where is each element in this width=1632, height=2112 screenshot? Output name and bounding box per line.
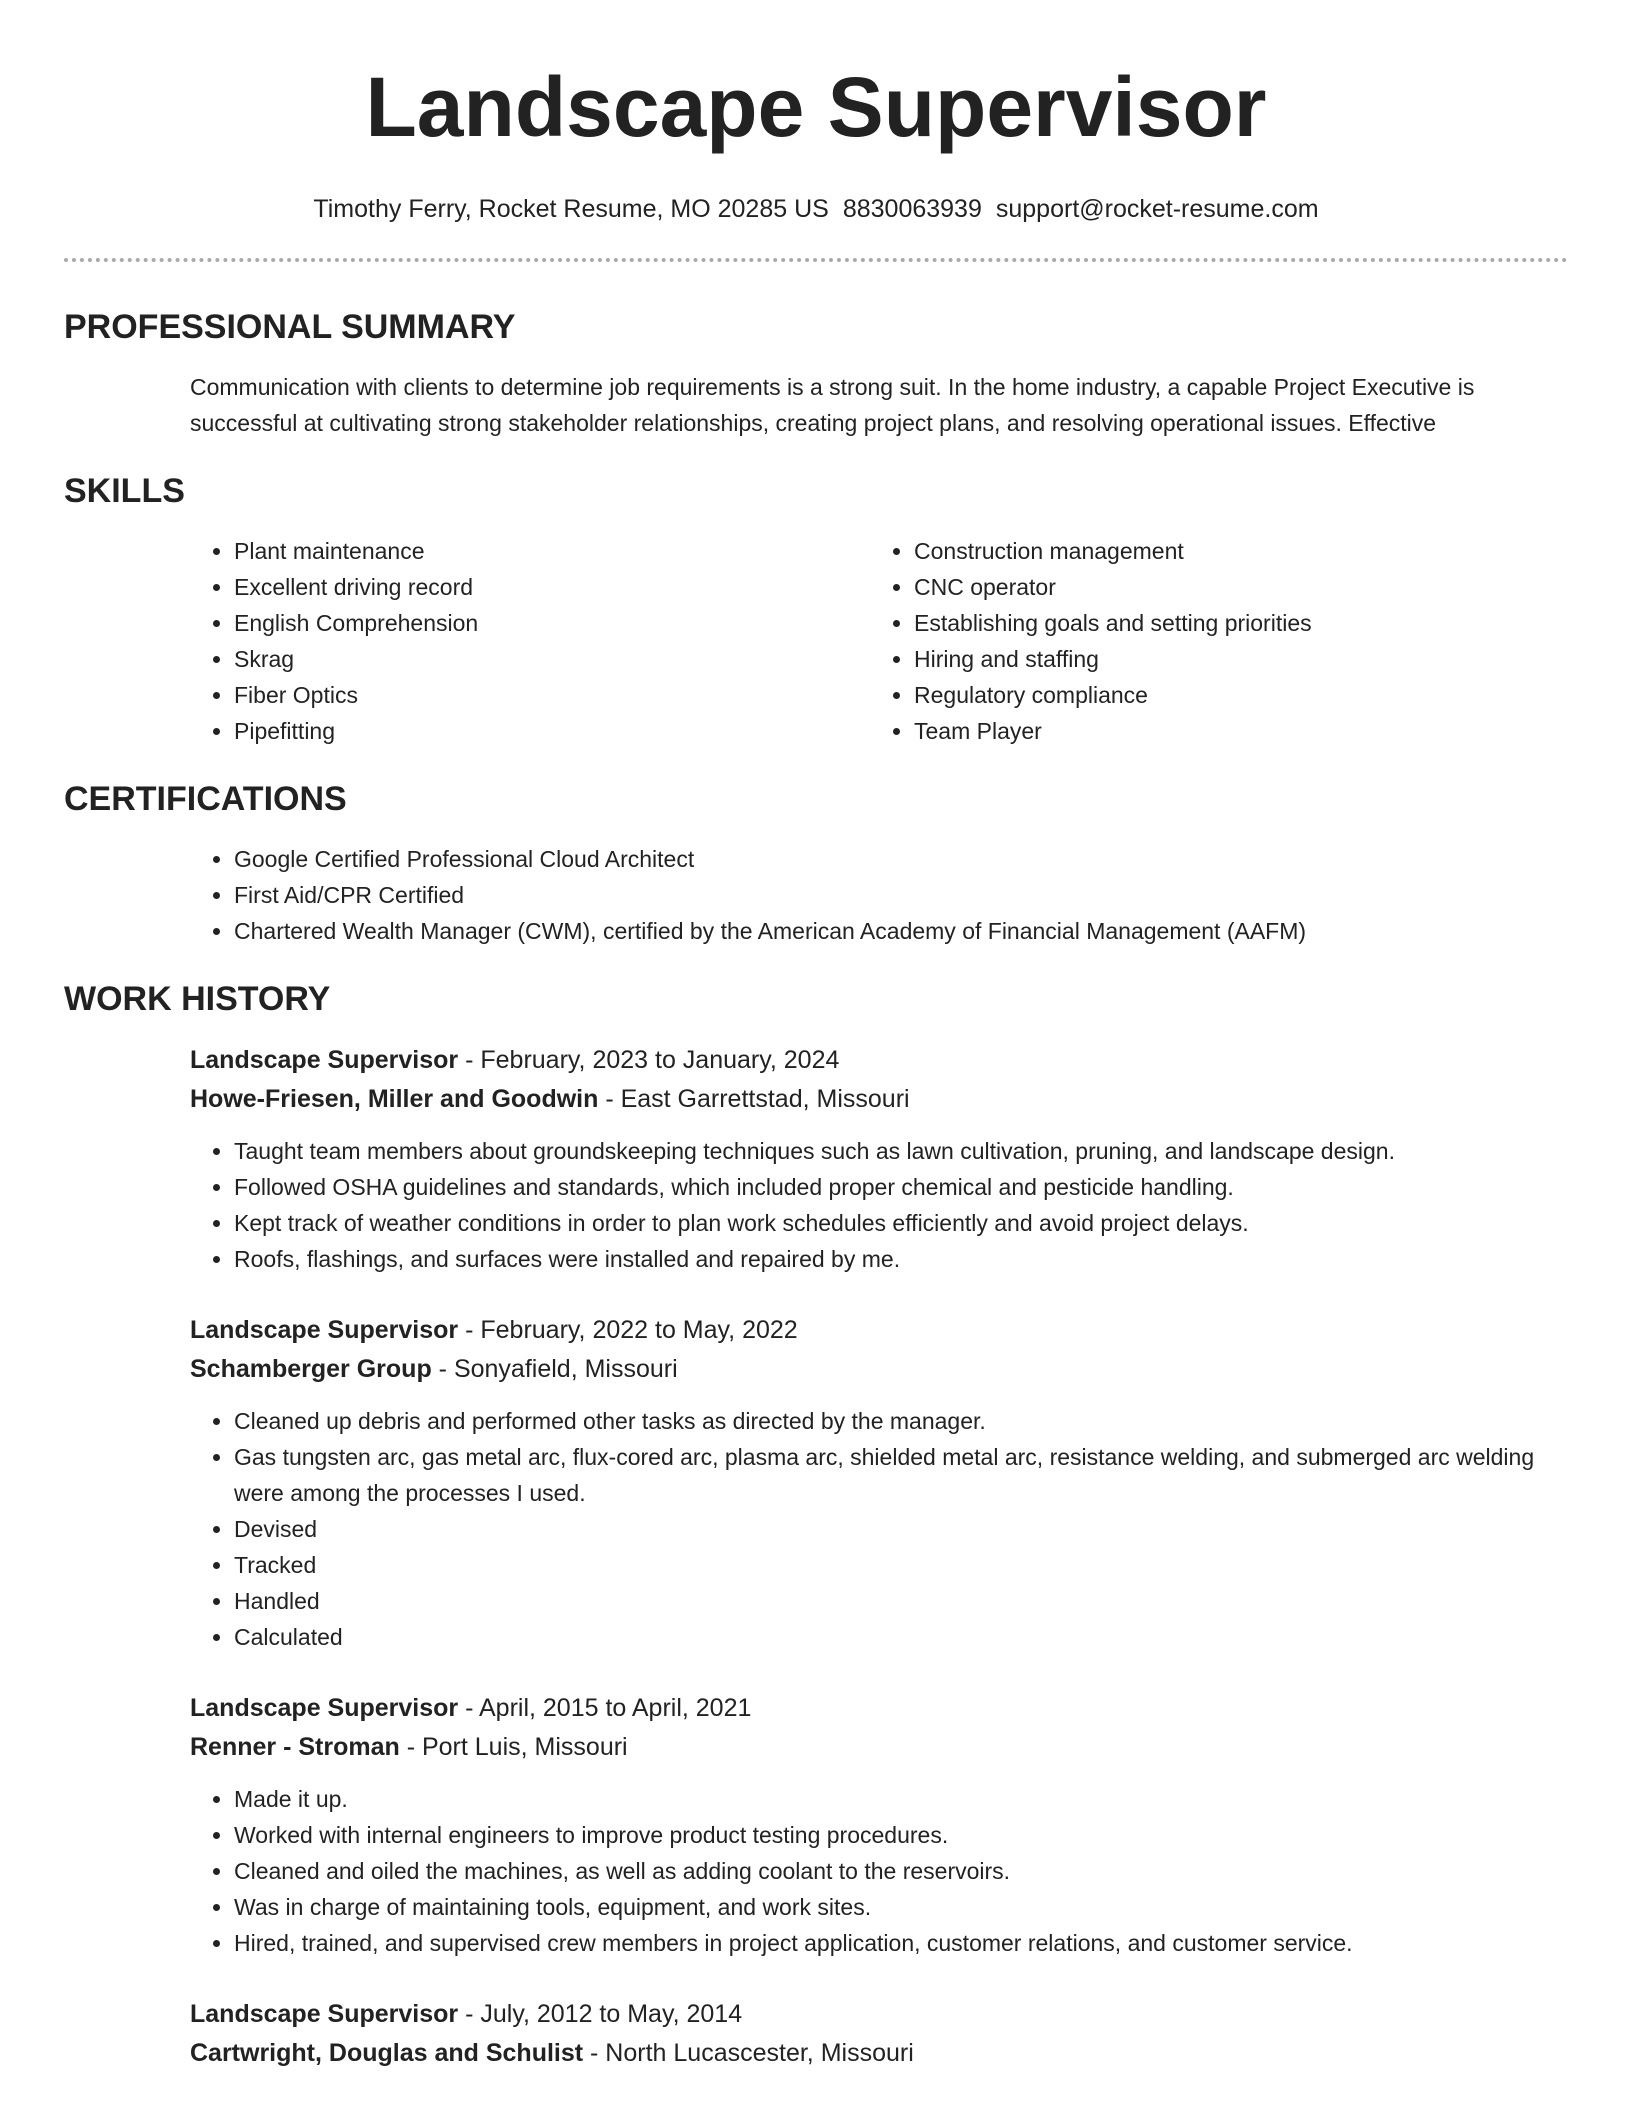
- summary-text: Communication with clients to determine job requirements is a strong suit. In the home industry, a capable Project Executive is successful at cultivating strong stakeholder relationships, creating project plans, and resolving operational issues. Effective: [190, 374, 1475, 436]
- job-company: Renner - Stroman: [190, 1733, 400, 1761]
- summary-heading: PROFESSIONAL SUMMARY: [64, 308, 516, 346]
- skill-item: • Team Player: [914, 713, 1550, 749]
- job-title: Landscape Supervisor: [190, 1046, 459, 1074]
- job-bullet: • Was in charge of maintaining tools, equipment, and work sites.: [234, 1889, 1568, 1925]
- skill-item: • Establishing goals and setting priorities: [914, 605, 1550, 641]
- job-location: - Sonyafield, Missouri: [431, 1355, 678, 1383]
- resume-page: [64, 0, 1568, 2073]
- job-bullet: • Taught team members about groundskeeping techniques such as lawn cultivation, pruning, and landscape design.: [234, 1133, 1568, 1169]
- job-dates: - February, 2022 to May, 2022: [458, 1316, 798, 1344]
- certifications-list: [190, 841, 1568, 949]
- header-divider: [64, 258, 1568, 262]
- job-entry: [190, 1041, 1568, 1277]
- job-title: Landscape Supervisor: [190, 1694, 459, 1722]
- job-location: - East Garrettstad, Missouri: [598, 1085, 910, 1113]
- job-dates: - February, 2023 to January, 2024: [458, 1046, 840, 1074]
- job-bullet: • Handled: [234, 1583, 1568, 1619]
- job-bullet: • Gas tungsten arc, gas metal arc, flux-cored arc, plasma arc, shielded metal arc, resistance welding, and submerged arc welding were among the processes I used.: [234, 1439, 1568, 1511]
- job-company: Howe-Friesen, Miller and Goodwin: [190, 1085, 599, 1113]
- job-bullets: [190, 1403, 1568, 1655]
- skill-item: • Construction management: [914, 533, 1550, 569]
- job-bullet: • Cleaned up debris and performed other tasks as directed by the manager.: [234, 1403, 1568, 1439]
- skill-item: • Fiber Optics: [234, 677, 870, 713]
- job-location: - Port Luis, Missouri: [399, 1733, 628, 1761]
- job-bullet: • Tracked: [234, 1547, 1568, 1583]
- job-company: Cartwright, Douglas and Schulist: [190, 2039, 584, 2067]
- certification-item: • First Aid/CPR Certified: [234, 877, 1568, 913]
- job-dates: - July, 2012 to May, 2014: [458, 2000, 743, 2028]
- skills-list: [190, 533, 1568, 749]
- skill-item: • Excellent driving record: [234, 569, 870, 605]
- job-bullets: [190, 1781, 1568, 1961]
- job-entry: [190, 1311, 1568, 1655]
- skills-column-right: [870, 533, 1550, 749]
- skill-item: • Skrag: [234, 641, 870, 677]
- job-dates: - April, 2015 to April, 2021: [458, 1694, 752, 1722]
- job-bullet: • Followed OSHA guidelines and standards, which included proper chemical and pesticide handling.: [234, 1169, 1568, 1205]
- contact-email: support@rocket-resume.com: [995, 195, 1319, 223]
- job-entry: [190, 1689, 1568, 1961]
- job-location: - North Lucascester, Missouri: [583, 2039, 914, 2067]
- resume-name: Landscape Supervisor: [365, 60, 1267, 154]
- job-bullet: • Worked with internal engineers to improve product testing procedures.: [234, 1817, 1568, 1853]
- skills-column-left: [190, 533, 870, 749]
- skill-item: • Pipefitting: [234, 713, 870, 749]
- certifications-heading: CERTIFICATIONS: [64, 780, 347, 818]
- job-company-line: [190, 1350, 1568, 1389]
- certification-item: • Google Certified Professional Cloud Architect: [234, 841, 1568, 877]
- certification-item: • Chartered Wealth Manager (CWM), certified by the American Academy of Financial Management (AAFM): [234, 913, 1568, 949]
- skill-item: • CNC operator: [914, 569, 1550, 605]
- skill-item: • Plant maintenance: [234, 533, 870, 569]
- work-history-heading: WORK HISTORY: [64, 980, 331, 1018]
- job-title-line: [190, 1311, 1568, 1350]
- job-bullets: [190, 1133, 1568, 1277]
- contact-line: [64, 194, 1568, 224]
- job-bullet: • Kept track of weather conditions in order to plan work schedules efficiently and avoid project delays.: [234, 1205, 1568, 1241]
- skill-item: • Hiring and staffing: [914, 641, 1550, 677]
- skills-heading: SKILLS: [64, 472, 185, 510]
- job-title-line: [190, 1041, 1568, 1080]
- job-company-line: [190, 1728, 1568, 1767]
- job-company-line: [190, 1080, 1568, 1119]
- job-company: Schamberger Group: [190, 1355, 432, 1383]
- job-title: Landscape Supervisor: [190, 1316, 459, 1344]
- job-title: Landscape Supervisor: [190, 2000, 459, 2028]
- job-bullet: • Made it up.: [234, 1781, 1568, 1817]
- job-bullet: • Calculated: [234, 1619, 1568, 1655]
- job-company-line: [190, 2034, 1568, 2073]
- job-bullet: • Roofs, flashings, and surfaces were installed and repaired by me.: [234, 1241, 1568, 1277]
- contact-phone: 8830063939: [842, 195, 982, 223]
- job-entry: [190, 1995, 1568, 2073]
- job-bullet: • Devised: [234, 1511, 1568, 1547]
- job-title-line: [190, 1689, 1568, 1728]
- skill-item: • English Comprehension: [234, 605, 870, 641]
- job-bullet: • Cleaned and oiled the machines, as well as adding coolant to the reservoirs.: [234, 1853, 1568, 1889]
- job-bullet: • Hired, trained, and supervised crew members in project application, customer relations, and customer service.: [234, 1925, 1568, 1961]
- job-title-line: [190, 1995, 1568, 2034]
- skill-item: • Regulatory compliance: [914, 677, 1550, 713]
- contact-address: Timothy Ferry, Rocket Resume, MO 20285 US: [313, 195, 829, 223]
